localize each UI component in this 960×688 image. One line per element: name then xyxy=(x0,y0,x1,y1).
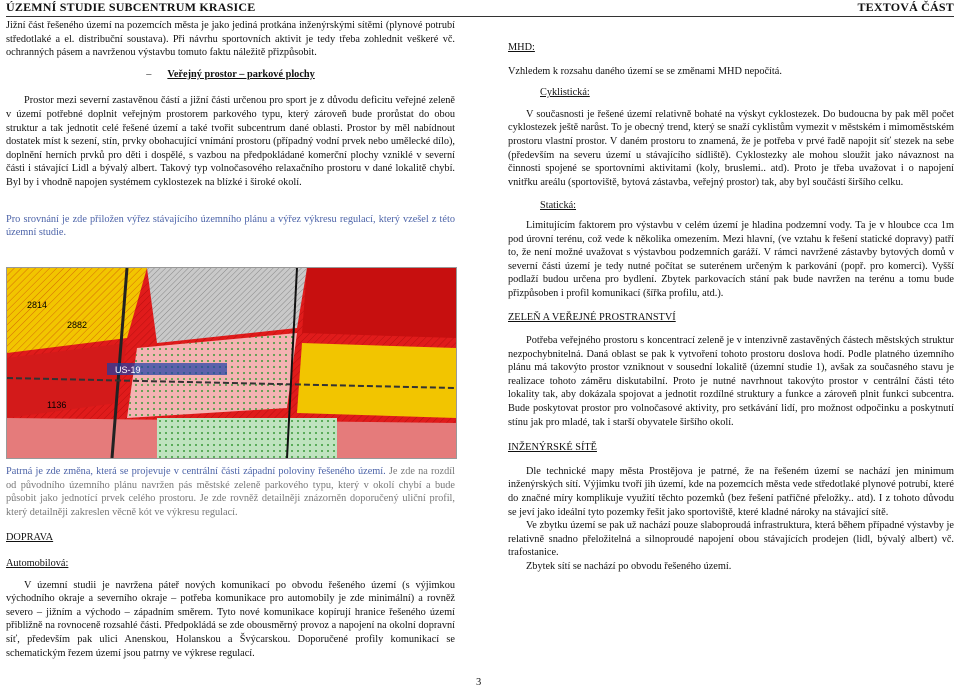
mhd-heading: MHD: xyxy=(508,42,535,53)
change-highlight: Patrná je zde změna, která se projevuje v centrální části západní poloviny řešeného území. xyxy=(6,466,386,477)
map-label-2814: 2814 xyxy=(27,300,48,310)
page-header xyxy=(6,0,954,17)
park-heading-text: Veřejný prostor – parkové plochy xyxy=(167,68,315,80)
left-column-bottom xyxy=(6,465,455,660)
site-paragraph-3: Zbytek sítí se nachází po obvodu řešeného území. xyxy=(526,561,732,572)
map-label-us19: US-19 xyxy=(115,365,141,375)
cyklo-paragraph: V současnosti je řešené území relativně bohaté na výskyt cyklostezek. Do budoucna by pak měl počet cyklostezek ještě narůst. To je obecný trend, který se snaží cyklistům vymezit v městském i mimoměstském prostoru vlastní prostor. V daném prostoru to znamená, že je potřeba v prvé řadě napojit síť stezek na sebe (především na severu území u stávajícího sídliště). Cyklostezky ale mohou sloužit jako návaznost na činnosti spojené se sportovními aktivitami (koly, bruslemi.. atd). Proto je třeba uvažovat i o napojení vnitřku areálu (sportoviště, bytová zástavba, veřejný prostor) tak, aby byl součástí širšího celku. xyxy=(508,108,954,188)
zoning-map-image xyxy=(6,267,457,459)
static-heading: Statická: xyxy=(540,200,577,212)
doprava-heading: DOPRAVA xyxy=(6,532,54,544)
change-rest: Je zde na rozdíl od původního územního plánu navržen pás městské zeleně parkového typu, který v okolí chybí a bude působit jako jednotící prvek celého prostoru. Je zde rovněž detailněji znázorněn doporučený uliční profil, který detailněji zakreslen věcně kót ve výkresu regulací. xyxy=(6,466,456,518)
bullet-dash: – xyxy=(146,68,152,80)
section-title: TEXTOVÁ ČÁST xyxy=(857,0,954,14)
site-heading: INŽENÝRSKÉ SÍTĚ xyxy=(508,442,597,454)
cyklo-heading: Cyklistická: xyxy=(540,87,590,99)
right-column xyxy=(508,41,954,574)
compare-note: Pro srovnání je zde přiložen výřez stávajícího územního plánu a výřez výkresu regulací, který vzešel z této územní studie. xyxy=(6,213,455,239)
auto-heading: Automobilová: xyxy=(6,557,69,569)
site-paragraph-1: Dle technické mapy města Prostějova je patrné, že na řešeném území se nachází jen minimum inženýrských sítí. Výjimku tvoří jih území, kde na pozemcích města vede středotlaké plynové potrubí, které do značné míry komplikuje využití těchto pozemků (bez řešení patřičné přeložky.. atd). I z tohoto důvodu se jeví jako ideální tyto pozemky řešit jako sportoviště, které kladné nároky na stávající sítě. xyxy=(508,465,954,518)
page-number: 3 xyxy=(476,677,482,688)
zelen-paragraph: Potřeba veřejného prostoru s koncentrací zeleně je v intenzivně zastavěných částech městských struktur nezpochybnitelná. Daná oblast se pak k vytvoření tohoto prostoru doslova hodí. Podle platného územního plánu má takovýto prostor vzniknout v sousední lokalitě (územní studie 1), avšak za současného stavu je realizace tohoto záměru diskutabilní. Proto je nutné navrhnout takovýto prostor v centrální části této lokality tak, aby dokázala spojovat a jednotit rozdílné struktury a funkce a zároveň plnit funkci subcentra. Bude poskytovat prostor pro volnočasové aktivity, pro setkávání lidí, pro možnost odpočinku a poskytnutí stínu jak pro mladé, tak i starší obyvatele širšího okolí. xyxy=(508,335,954,428)
map-label-2882: 2882 xyxy=(67,320,88,330)
left-column-top xyxy=(6,19,455,240)
map-label-1136: 1136 xyxy=(47,400,67,410)
park-paragraph: Prostor mezi severní zastavěnou částí a jižní části určenou pro sport je z důvodu deficitu veřejné zeleně v území potřebné doplnit veřejným prostorem parkového typu, který zároveň bude prorůstat do obou struktur a tak jednotit celé řešené území a také tvořit subcentrum dané oblasti. Prostor by měl nabídnout dostatek míst k sezení, stín, prvky obohacující vnímání prostoru (případný vodní prvek nebo umělecké dílo), doplnění herních prvků pro děti i dospělé, s vazbou na předpokládané komerční plochy vzniklé v severní části i stávající Lidl a bývalý albert. Takový typ volnočasového relaxačního prostoru v dané lokalitě chybí. Byl by i vhodně napojen systémem cyklostezek na blízké i široké okolí. xyxy=(6,95,455,188)
intro-paragraph: Jižní část řešeného území na pozemcích města je jako jediná protkána inženýrskými sítěmi (plynové potrubí středotlaké a el. distribuční soustava). Při návrhu sportovních aktivit je tedy třeba zohlednit veškeré vč. ochranných pásem a navrženou výstavbu tomuto faktu náležitě přizpůsobit. xyxy=(6,20,455,59)
static-paragraph: Limitujícím faktorem pro výstavbu v celém území je hladina podzemní vody. Ta je v hloubce cca 1m pod úrovní terénu, což vede k několika omezením. Mezi hlavní, (ve vztahu k řešení statické dopravy) patří to, že není možné uvažovat s výstavbou podzemních garáží. V rámci navržené zástavby bytových domů v severní části území je tedy nutné počítat se suterénem určeným k parkování (popř. pro komerci). Vyšší podlaží budou určena pro bydlení. Zbytek parkovacích stání pak bude navržen na terénu a tomu bude přizpůsoben i profil komunikací (šířka profilu, atd.). xyxy=(508,219,954,299)
mhd-paragraph: Vzhledem k rozsahu daného území se se změnami MHD nepočítá. xyxy=(508,65,782,77)
site-paragraph-2: Ve zbytku území se pak už nachází pouze slaboproudá infrastruktura, která během případné výstavby je relativně snadno přeložitelná a silnoproudé napojení obou stávajících prodejen (lidl, bývalý albert) vč. trafostanice. xyxy=(508,520,954,559)
park-heading xyxy=(6,68,455,82)
zelen-heading: ZELEŇ A VEŘEJNÉ PROSTRANSTVÍ xyxy=(508,311,676,323)
auto-paragraph: V územní studii je navržena páteř nových komunikací po obvodu řešeného území (s výjimkou východního okraje a severního okraje – potřeba komunikace pro automobily je zde minimální) a rovněž severo – jižním a východo – západním směrem. Tyto nové komunikace kopírují hranice řešeného území přibližně na rovnoceně rozsahlé části. Předpokládá se zde obousměrný provoz a napojení na okolní dopravní síť, především pak ulici Anenskou, Holanskou a Švýcarskou. Doporučené profily komunikací se schematickým řezem území jsou patrny ve výkrese regulací. xyxy=(6,579,455,659)
change-paragraph xyxy=(6,465,455,519)
document-title: ÚZEMNÍ STUDIE SUBCENTRUM KRASICE xyxy=(6,0,256,14)
